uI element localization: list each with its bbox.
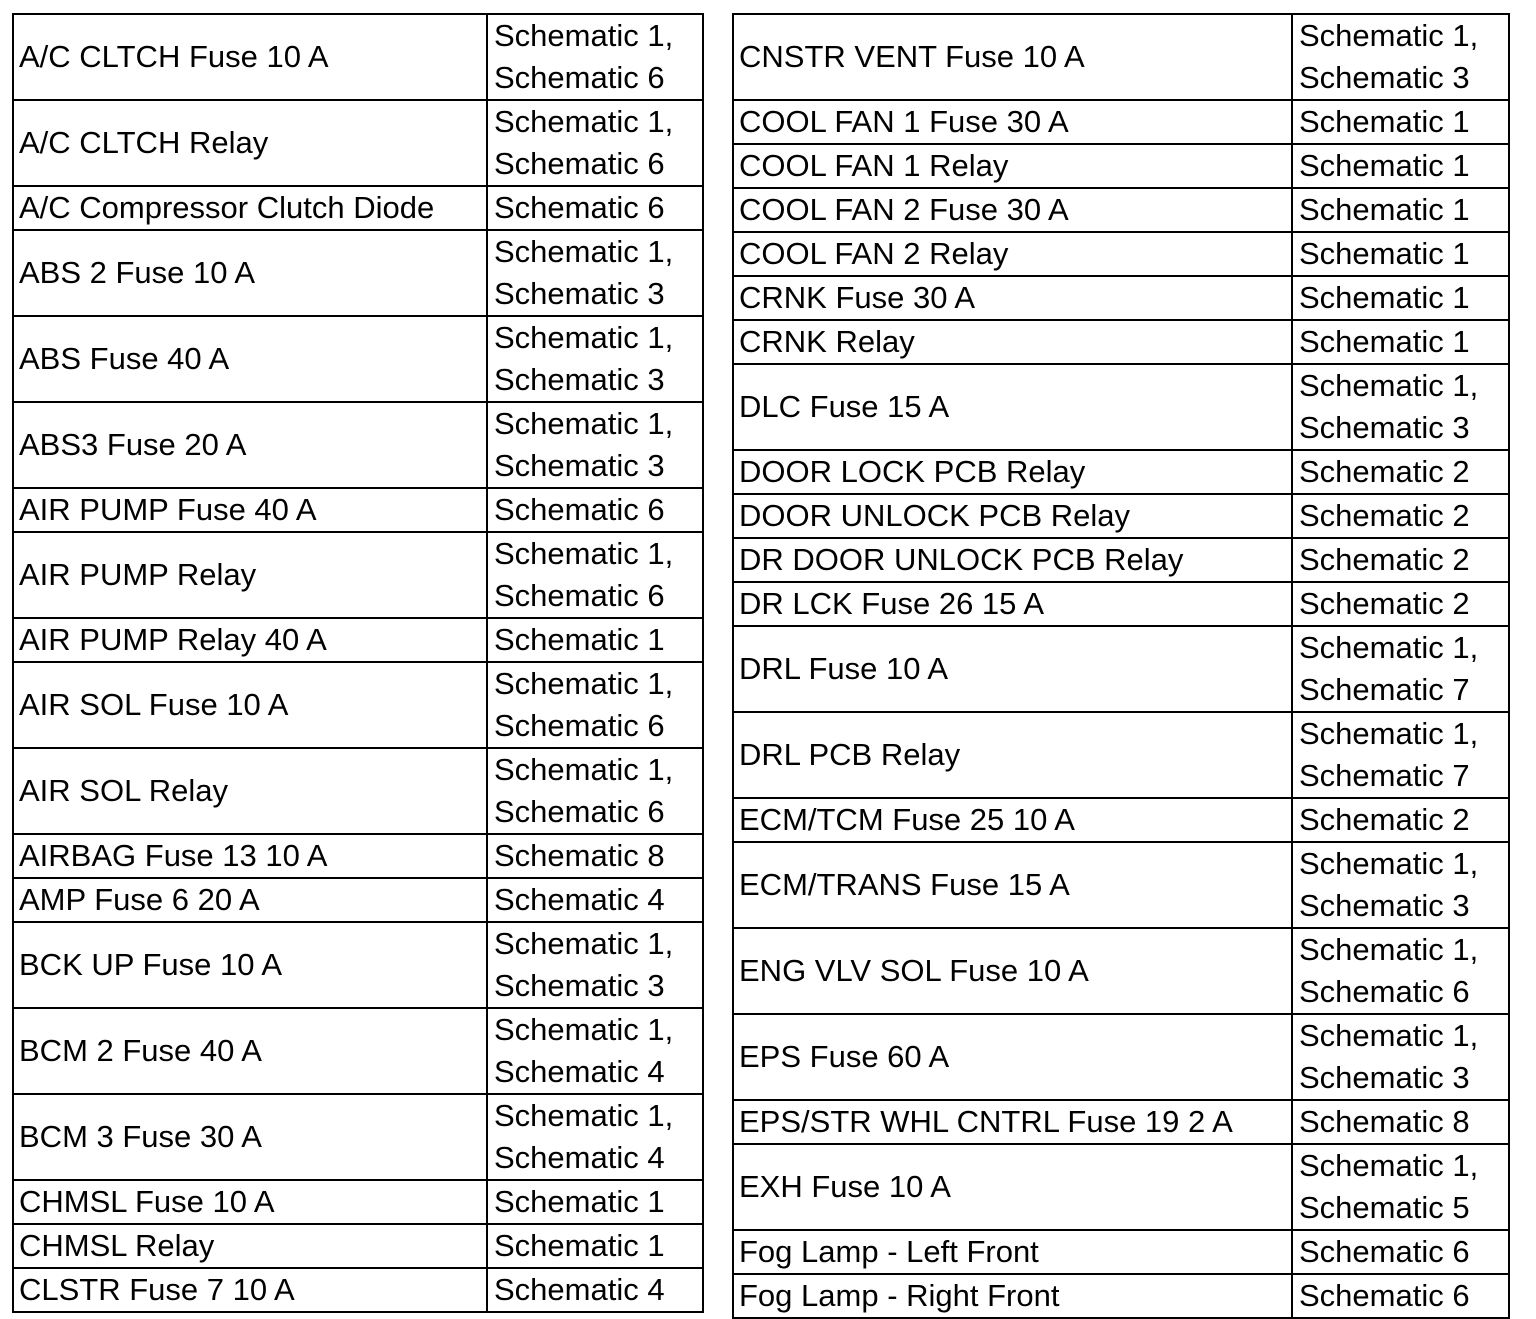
table-row <box>13 532 703 618</box>
schematic-reference-cell: Schematic 1, Schematic 7 <box>1292 712 1509 798</box>
schematic-reference-cell: Schematic 1, Schematic 3 <box>1292 14 1509 100</box>
table-row <box>733 712 1509 798</box>
schematic-reference-cell: Schematic 2 <box>1292 538 1509 582</box>
component-name-cell: CRNK Relay <box>733 320 1292 364</box>
component-name-cell: CRNK Fuse 30 A <box>733 276 1292 320</box>
schematic-reference-cell: Schematic 6 <box>1292 1230 1509 1274</box>
component-index-table-left <box>12 13 704 1313</box>
table-row <box>733 1014 1509 1100</box>
schematic-reference-cell: Schematic 1 <box>1292 144 1509 188</box>
component-index-sheet <box>12 13 1506 1313</box>
component-name-cell: ABS3 Fuse 20 A <box>13 402 487 488</box>
component-name-cell: DR DOOR UNLOCK PCB Relay <box>733 538 1292 582</box>
table-row <box>733 538 1509 582</box>
table-row <box>13 488 703 532</box>
schematic-reference-cell: Schematic 1 <box>1292 320 1509 364</box>
schematic-reference-cell: Schematic 1, Schematic 6 <box>487 532 703 618</box>
component-name-cell: ECM/TRANS Fuse 15 A <box>733 842 1292 928</box>
component-name-cell: BCM 3 Fuse 30 A <box>13 1094 487 1180</box>
table-row <box>13 1268 703 1312</box>
component-name-cell: BCM 2 Fuse 40 A <box>13 1008 487 1094</box>
component-name-cell: ABS Fuse 40 A <box>13 316 487 402</box>
table-row <box>13 230 703 316</box>
table-row <box>13 748 703 834</box>
table-row <box>733 842 1509 928</box>
schematic-reference-cell: Schematic 1 <box>1292 100 1509 144</box>
schematic-reference-cell: Schematic 1, Schematic 3 <box>1292 364 1509 450</box>
component-name-cell: ABS 2 Fuse 10 A <box>13 230 487 316</box>
schematic-reference-cell: Schematic 1, Schematic 3 <box>487 402 703 488</box>
table-row <box>733 14 1509 100</box>
component-name-cell: ECM/TCM Fuse 25 10 A <box>733 798 1292 842</box>
table-row <box>13 100 703 186</box>
table-row <box>733 188 1509 232</box>
schematic-reference-cell: Schematic 6 <box>487 488 703 532</box>
table-row <box>13 1180 703 1224</box>
component-name-cell: Fog Lamp - Left Front <box>733 1230 1292 1274</box>
table-row <box>733 798 1509 842</box>
schematic-reference-cell: Schematic 1 <box>487 1180 703 1224</box>
component-name-cell: CNSTR VENT Fuse 10 A <box>733 14 1292 100</box>
component-name-cell: ENG VLV SOL Fuse 10 A <box>733 928 1292 1014</box>
component-name-cell: COOL FAN 2 Relay <box>733 232 1292 276</box>
component-name-cell: EPS Fuse 60 A <box>733 1014 1292 1100</box>
schematic-reference-cell: Schematic 6 <box>1292 1274 1509 1318</box>
column-gap <box>704 13 732 1294</box>
component-name-cell: DOOR LOCK PCB Relay <box>733 450 1292 494</box>
component-name-cell: AIR SOL Fuse 10 A <box>13 662 487 748</box>
table-row <box>733 144 1509 188</box>
component-name-cell: DOOR UNLOCK PCB Relay <box>733 494 1292 538</box>
component-name-cell: DRL Fuse 10 A <box>733 626 1292 712</box>
table-row <box>733 276 1509 320</box>
schematic-reference-cell: Schematic 1, Schematic 3 <box>487 316 703 402</box>
schematic-reference-cell: Schematic 1, Schematic 4 <box>487 1008 703 1094</box>
table-right-body <box>733 14 1509 1318</box>
schematic-reference-cell: Schematic 8 <box>487 834 703 878</box>
table-row <box>733 364 1509 450</box>
component-name-cell: BCK UP Fuse 10 A <box>13 922 487 1008</box>
schematic-reference-cell: Schematic 1, Schematic 6 <box>1292 928 1509 1014</box>
table-row <box>733 1144 1509 1230</box>
schematic-reference-cell: Schematic 1, Schematic 6 <box>487 100 703 186</box>
table-row <box>13 1094 703 1180</box>
schematic-reference-cell: Schematic 1 <box>1292 276 1509 320</box>
table-row <box>733 320 1509 364</box>
schematic-reference-cell: Schematic 1, Schematic 3 <box>487 230 703 316</box>
component-name-cell: CHMSL Relay <box>13 1224 487 1268</box>
table-row <box>13 316 703 402</box>
schematic-reference-cell: Schematic 1, Schematic 3 <box>1292 1014 1509 1100</box>
schematic-reference-cell: Schematic 1, Schematic 5 <box>1292 1144 1509 1230</box>
schematic-reference-cell: Schematic 1, Schematic 6 <box>487 748 703 834</box>
table-row <box>13 662 703 748</box>
component-name-cell: A/C CLTCH Fuse 10 A <box>13 14 487 100</box>
component-name-cell: CLSTR Fuse 7 10 A <box>13 1268 487 1312</box>
table-row <box>13 878 703 922</box>
component-index-table-right <box>732 13 1510 1319</box>
table-row <box>733 232 1509 276</box>
component-name-cell: AIR SOL Relay <box>13 748 487 834</box>
table-row <box>13 834 703 878</box>
component-name-cell: A/C CLTCH Relay <box>13 100 487 186</box>
component-name-cell: DRL PCB Relay <box>733 712 1292 798</box>
component-name-cell: EPS/STR WHL CNTRL Fuse 19 2 A <box>733 1100 1292 1144</box>
schematic-reference-cell: Schematic 1, Schematic 7 <box>1292 626 1509 712</box>
component-name-cell: DLC Fuse 15 A <box>733 364 1292 450</box>
schematic-reference-cell: Schematic 1 <box>1292 188 1509 232</box>
schematic-reference-cell: Schematic 6 <box>487 186 703 230</box>
component-name-cell: COOL FAN 1 Relay <box>733 144 1292 188</box>
table-left-body <box>13 14 703 1312</box>
schematic-reference-cell: Schematic 8 <box>1292 1100 1509 1144</box>
table-row <box>13 618 703 662</box>
table-row <box>733 928 1509 1014</box>
schematic-reference-cell: Schematic 1, Schematic 6 <box>487 14 703 100</box>
table-row <box>733 450 1509 494</box>
schematic-reference-cell: Schematic 2 <box>1292 582 1509 626</box>
table-row <box>733 1100 1509 1144</box>
table-row <box>13 922 703 1008</box>
component-name-cell: COOL FAN 1 Fuse 30 A <box>733 100 1292 144</box>
schematic-reference-cell: Schematic 1, Schematic 6 <box>487 662 703 748</box>
table-row <box>13 1224 703 1268</box>
schematic-reference-cell: Schematic 1, Schematic 3 <box>1292 842 1509 928</box>
table-row <box>733 100 1509 144</box>
schematic-reference-cell: Schematic 1 <box>1292 232 1509 276</box>
schematic-reference-cell: Schematic 4 <box>487 1268 703 1312</box>
component-name-cell: EXH Fuse 10 A <box>733 1144 1292 1230</box>
schematic-reference-cell: Schematic 1 <box>487 618 703 662</box>
table-row <box>13 1008 703 1094</box>
schematic-reference-cell: Schematic 1, Schematic 3 <box>487 922 703 1008</box>
schematic-reference-cell: Schematic 1, Schematic 4 <box>487 1094 703 1180</box>
component-name-cell: CHMSL Fuse 10 A <box>13 1180 487 1224</box>
schematic-reference-cell: Schematic 2 <box>1292 798 1509 842</box>
schematic-reference-cell: Schematic 4 <box>487 878 703 922</box>
table-row <box>13 14 703 100</box>
schematic-reference-cell: Schematic 2 <box>1292 494 1509 538</box>
component-name-cell: DR LCK Fuse 26 15 A <box>733 582 1292 626</box>
component-name-cell: AIRBAG Fuse 13 10 A <box>13 834 487 878</box>
schematic-reference-cell: Schematic 2 <box>1292 450 1509 494</box>
table-row <box>733 494 1509 538</box>
component-name-cell: AMP Fuse 6 20 A <box>13 878 487 922</box>
component-name-cell: Fog Lamp - Right Front <box>733 1274 1292 1318</box>
table-row <box>733 1274 1509 1318</box>
component-name-cell: AIR PUMP Relay <box>13 532 487 618</box>
component-name-cell: AIR PUMP Relay 40 A <box>13 618 487 662</box>
component-name-cell: A/C Compressor Clutch Diode <box>13 186 487 230</box>
table-row <box>733 626 1509 712</box>
table-row <box>13 402 703 488</box>
component-name-cell: COOL FAN 2 Fuse 30 A <box>733 188 1292 232</box>
schematic-reference-cell: Schematic 1 <box>487 1224 703 1268</box>
table-row <box>13 186 703 230</box>
component-name-cell: AIR PUMP Fuse 40 A <box>13 488 487 532</box>
table-row <box>733 582 1509 626</box>
table-row <box>733 1230 1509 1274</box>
